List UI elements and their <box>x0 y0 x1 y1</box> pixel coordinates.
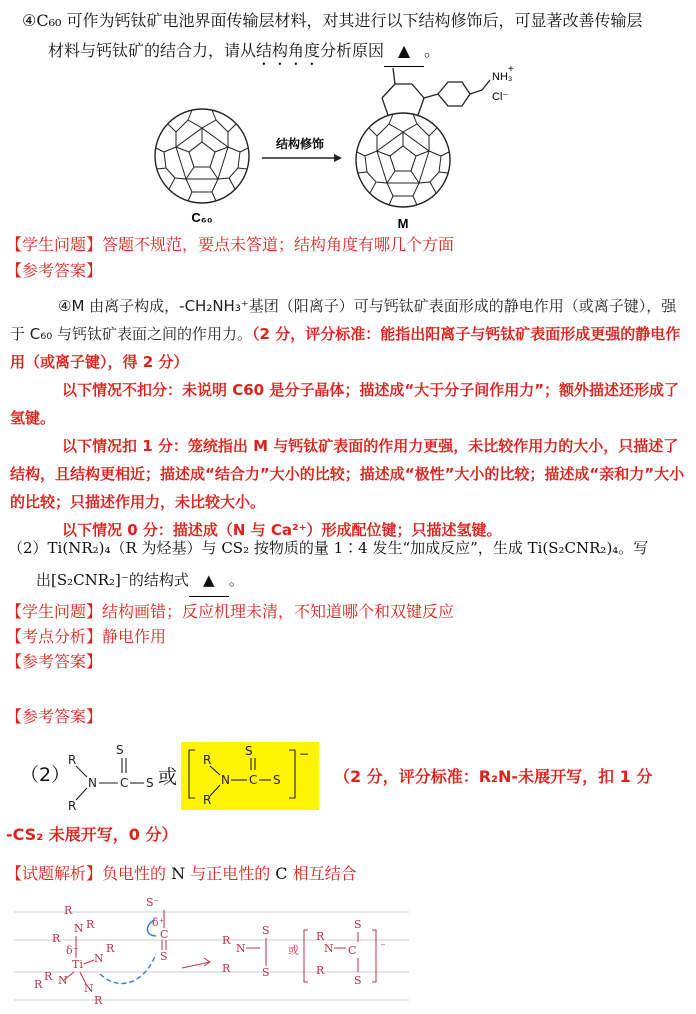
c60-modification-figure <box>150 60 540 230</box>
reference-answer-tag-1: 【参考答案】 <box>6 261 103 280</box>
question-2 <box>8 532 688 597</box>
structure-r2n-cs2 <box>60 740 170 820</box>
highlighted-structure <box>181 742 319 810</box>
reaction-arrow <box>262 154 342 162</box>
student-problem-2: 【学生问题】结构画错；反应机理未清，不知道哪个和双键反应 <box>6 602 455 621</box>
svg-text:δ⁺: δ⁺ <box>152 916 165 929</box>
svg-text:δ⁻: δ⁻ <box>66 944 79 957</box>
nh3-label: NH₃ <box>492 71 513 83</box>
svg-text:N: N <box>74 922 84 935</box>
structure-anion-bracket <box>181 742 319 810</box>
svg-text:C: C <box>249 773 258 787</box>
answer-2-score: （2 分，评分标准：R₂N-未展开写，扣 1 分 <box>334 767 653 786</box>
svg-text:S: S <box>116 743 124 757</box>
svg-text:R: R <box>94 994 103 1007</box>
svg-text:C: C <box>160 928 169 941</box>
svg-text:R: R <box>68 799 77 813</box>
svg-text:R: R <box>34 978 43 991</box>
cl-label: Cl⁻ <box>492 91 509 103</box>
svg-text:N: N <box>236 942 246 955</box>
svg-text:S: S <box>146 776 154 790</box>
svg-text:N: N <box>94 952 104 965</box>
svg-text:N: N <box>221 773 230 787</box>
analysis-line: 【试题解析】负电性的 N 与正电性的 C 相互结合 <box>6 864 357 883</box>
exam-point-analysis: 【考点分析】静电作用 <box>6 627 167 646</box>
svg-text:C: C <box>120 776 129 790</box>
svg-text:R: R <box>52 932 61 945</box>
svg-text:R: R <box>64 904 73 917</box>
svg-text:S: S <box>262 966 270 979</box>
svg-text:S: S <box>245 744 253 758</box>
q4-dotted-emphasis: 结构角度 <box>256 41 321 60</box>
reference-answer-tag-3: 【参考答案】 <box>6 707 103 726</box>
svg-text:S: S <box>262 924 270 937</box>
svg-text:N: N <box>84 982 94 995</box>
answer-1-main: ④M 由离子构成，-CH₂NH₃⁺基团（阳离子）可与钙钛矿表面形成的静电作用（或离子键），强于 C₆₀ 与钙钛矿表面之间的作用力。 <box>10 297 677 343</box>
question-2-line1: （2）Ti(NR₂)₄（R 为烃基）与 CS₂ 按物质的量 1∶4 发生“加成反应”，生成 Ti(S₂CNR₂)₄。写 <box>8 539 649 557</box>
svg-text:C: C <box>348 944 357 957</box>
question-4-line2: 材料与钙钛矿的结合力，请从结构角度分析原因 ▲ 。 <box>22 36 682 69</box>
reference-answer-1 <box>10 292 688 544</box>
answer-1-score-criteria: （2 分，评分标准：能指出阳离子与钙钛矿表面形成更强的静电作用（或离子键），得 2 分） <box>10 325 681 371</box>
svg-text:R: R <box>316 964 325 977</box>
svg-text:S⁻: S⁻ <box>146 896 160 909</box>
svg-text:S: S <box>354 918 362 931</box>
svg-text:R: R <box>68 753 77 767</box>
plus-label: + <box>508 64 514 75</box>
svg-text:⁻: ⁻ <box>380 940 386 953</box>
svg-text:S: S <box>354 974 362 987</box>
svg-text:R: R <box>222 962 231 975</box>
svg-text:R: R <box>106 942 115 955</box>
c60-molecule <box>155 109 249 203</box>
svg-text:S: S <box>160 950 168 963</box>
student-problem-1: 【学生问题】答题不规范，要点未答道；结构角度有哪几个方面 <box>6 235 455 254</box>
svg-text:R: R <box>44 970 53 983</box>
answer-1-zero-points: 以下情况 0 分：描述成（N 与 Ca²⁺）形成配位键；只描述氢键。 <box>62 521 502 539</box>
answer-1-no-deduction: 以下情况不扣分：未说明 C60 是分子晶体；描述成“大于分子间作用力”；额外描述还形成了氢键。 <box>10 381 680 427</box>
svg-text:S: S <box>273 773 281 787</box>
arrow-label: 结构修饰 <box>275 137 325 151</box>
answer-blank: ▲ <box>384 36 424 67</box>
m-label: M <box>397 216 409 230</box>
svg-text:R: R <box>203 753 212 767</box>
svg-text:N: N <box>88 776 97 790</box>
mechanism-sketch <box>4 892 414 1010</box>
answer-blank-2: ▲ <box>189 564 229 597</box>
svg-text:N: N <box>58 974 68 987</box>
c60-label: C₆₀ <box>191 210 213 225</box>
m-molecule <box>356 68 490 207</box>
svg-text:或: 或 <box>288 944 299 957</box>
question-4-line1: ④C₆₀ 可作为钙钛矿电池界面传输层材料，对其进行以下结构修饰后，可显著改善传输层 <box>22 11 643 30</box>
svg-text:R: R <box>222 934 231 947</box>
svg-text:R: R <box>316 930 325 943</box>
svg-text:N: N <box>324 942 334 955</box>
svg-text:−: − <box>299 747 310 761</box>
svg-text:R: R <box>203 793 212 807</box>
or-text: 或 <box>158 766 178 788</box>
svg-text:Ti: Ti <box>72 958 83 971</box>
answer-1-deduct-one: 以下情况扣 1 分：笼统指出 M 与钙钛矿表面的作用力更强，未比较作用力的大小，只描述了结构，且结构更相近；描述成“结合力”大小的比较；描述成“极性”大小的比较；描述成“亲和力”大小的比较；只描述作用力，未比较大小。 <box>10 437 685 511</box>
q4-line2-pre: 材料与钙钛矿的结合力，请从 <box>48 41 257 60</box>
question-2-line2: 出[S₂CNR₂]⁻的结构式 ▲ 。 <box>8 564 688 597</box>
q4-line2-post: 分析原因 <box>320 41 385 60</box>
answer-2-score-line2: -CS₂ 未展开写，0 分） <box>6 825 178 844</box>
reference-answer-tag-2: 【参考答案】 <box>6 652 103 671</box>
svg-text:R: R <box>86 918 95 931</box>
answer-2-number: （2） <box>20 764 71 786</box>
